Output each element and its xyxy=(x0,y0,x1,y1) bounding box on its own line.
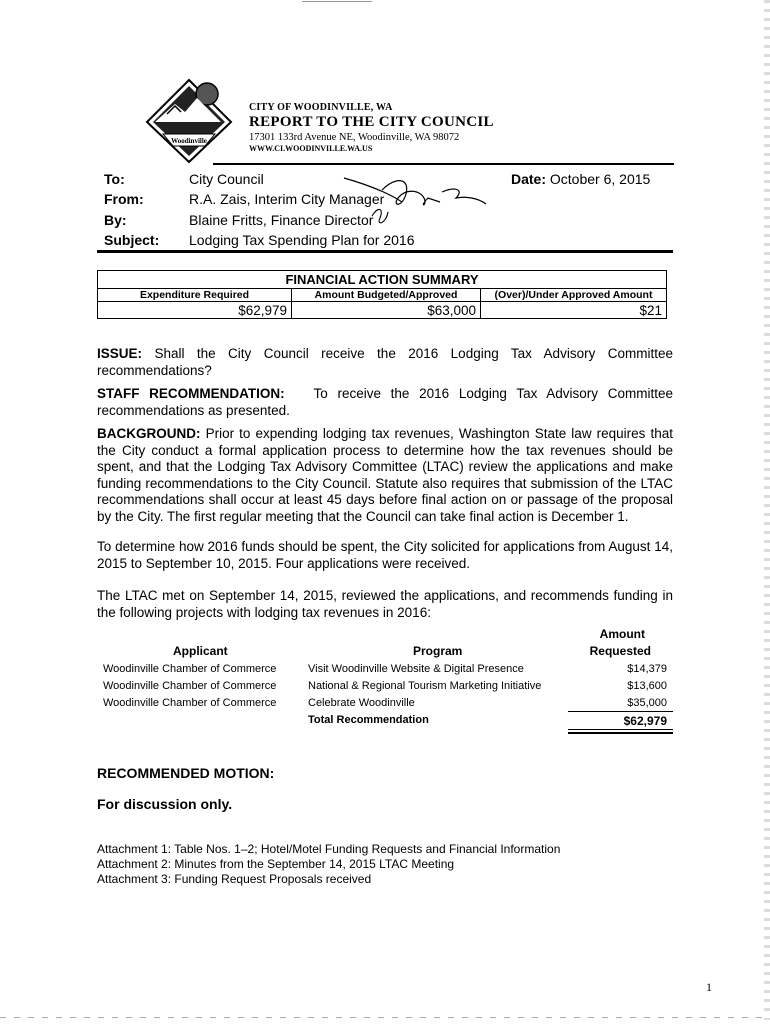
from-label: From: xyxy=(104,191,144,207)
summary-value-over-under: $21 xyxy=(481,302,667,319)
report-header xyxy=(249,102,494,153)
subject-label: Subject: xyxy=(104,232,160,248)
city-seal-logo xyxy=(145,78,233,164)
row-2-program: National & Regional Tourism Marketing Initiative xyxy=(308,680,542,692)
date-value: October 6, 2015 xyxy=(549,171,651,187)
scan-edge-top xyxy=(302,1,372,2)
attachment-1: Attachment 1: Table Nos. 1–2; Hotel/Motel Funding Requests and Financial Information xyxy=(97,842,561,856)
logo-text: Woodinville xyxy=(171,137,207,145)
row-3-amount: $35,000 xyxy=(627,697,667,709)
attachment-2: Attachment 2: Minutes from the September 14, 2015 LTAC Meeting xyxy=(97,857,455,871)
recommended-motion-label: RECOMMENDED MOTION: xyxy=(97,765,275,781)
signature xyxy=(332,168,492,228)
total-double-rule-bottom xyxy=(568,732,673,734)
row-3-program: Celebrate Woodinville xyxy=(308,697,415,709)
subject-value: Lodging Tax Spending Plan for 2016 xyxy=(189,232,415,248)
scan-edge-bottom xyxy=(0,1017,770,1018)
by-label: By: xyxy=(104,212,127,228)
row-1-amount: $14,379 xyxy=(627,663,667,675)
attachment-3: Attachment 3: Funding Request Proposals received xyxy=(97,872,372,886)
summary-caption: FINANCIAL ACTION SUMMARY xyxy=(98,271,667,289)
background-paragraph-3: The LTAC met on September 14, 2015, reviewed the applications, and recommends funding in the following projects with lodging tax revenues in 2016: xyxy=(97,588,673,620)
col-header-amount: Amount xyxy=(599,627,645,641)
row-3-applicant: Woodinville Chamber of Commerce xyxy=(103,697,277,709)
background-text: Prior to expending lodging tax revenues, Washington State law requires that the City conduct a formal application process to determine how the tax revenues should be spent, and that the Lodging Tax Advisory Committee (LTAC) review the applications and make funding recommendations to the City Council. Statute also requires that submission of the LTAC recommendations shall occur at least 45 days before final action on or passage of the proposal by the City. The first regular meeting that the Council can take final action is December 1. xyxy=(97,426,673,524)
row-1-program: Visit Woodinville Website & Digital Presence xyxy=(308,663,524,675)
issue-text: Shall the City Council receive the 2016 Lodging Tax Advisory Committee recommendations? xyxy=(97,346,673,378)
background-paragraph-2: To determine how 2016 funds should be spent, the City solicited for applications from August 14, 2015 to September 10, 2015. Four applications were received. xyxy=(97,539,673,571)
memo-date xyxy=(511,171,650,187)
total-double-rule-top xyxy=(568,729,673,730)
to-label: To: xyxy=(104,171,125,187)
col-header-requested: Requested xyxy=(589,644,651,658)
date-label: Date: xyxy=(511,171,547,187)
scan-edge-right xyxy=(764,0,770,1024)
city-line: CITY OF WOODINVILLE, WA xyxy=(249,102,393,113)
page-number: 1 xyxy=(706,980,712,994)
report-title: REPORT TO THE CITY COUNCIL xyxy=(249,114,494,130)
row-1-applicant: Woodinville Chamber of Commerce xyxy=(103,663,277,675)
staff-recommendation-paragraph xyxy=(97,386,673,419)
summary-header-budgeted: Amount Budgeted/Approved xyxy=(292,289,481,302)
total-amount: $62,979 xyxy=(623,714,667,728)
website: WWW.CI.WOODINVILLE.WA.US xyxy=(249,144,373,153)
to-value: City Council xyxy=(189,171,264,187)
background-paragraph xyxy=(97,426,673,525)
summary-value-expenditure: $62,979 xyxy=(98,302,292,319)
summary-header-expenditure: Expenditure Required xyxy=(98,289,292,302)
total-label: Total Recommendation xyxy=(308,714,429,726)
recommended-motion-text: For discussion only. xyxy=(97,796,233,812)
col-header-program: Program xyxy=(413,644,463,658)
summary-value-budgeted: $63,000 xyxy=(292,302,481,319)
background-label: BACKGROUND: xyxy=(97,426,201,441)
subtotal-rule xyxy=(568,711,673,712)
staff-text: To receive the 2016 Lodging Tax Advisory Committee recommendations as presented. xyxy=(97,386,673,418)
row-2-applicant: Woodinville Chamber of Commerce xyxy=(103,680,277,692)
issue-label: ISSUE: xyxy=(97,346,143,361)
address: 17301 133rd Avenue NE, Woodinville, WA 98072 xyxy=(249,132,460,143)
header-rule xyxy=(213,163,674,165)
from-value: R.A. Zais, Interim City Manager xyxy=(189,191,385,207)
col-header-applicant: Applicant xyxy=(173,644,228,658)
staff-label: STAFF RECOMMENDATION: xyxy=(97,386,285,401)
issue-paragraph xyxy=(97,346,673,379)
by-value: Blaine Fritts, Finance Director xyxy=(189,212,374,228)
memo-rule xyxy=(97,250,673,253)
summary-header-over-under: (Over)/Under Approved Amount xyxy=(481,289,667,302)
financial-action-summary xyxy=(97,270,667,319)
row-2-amount: $13,600 xyxy=(627,680,667,692)
